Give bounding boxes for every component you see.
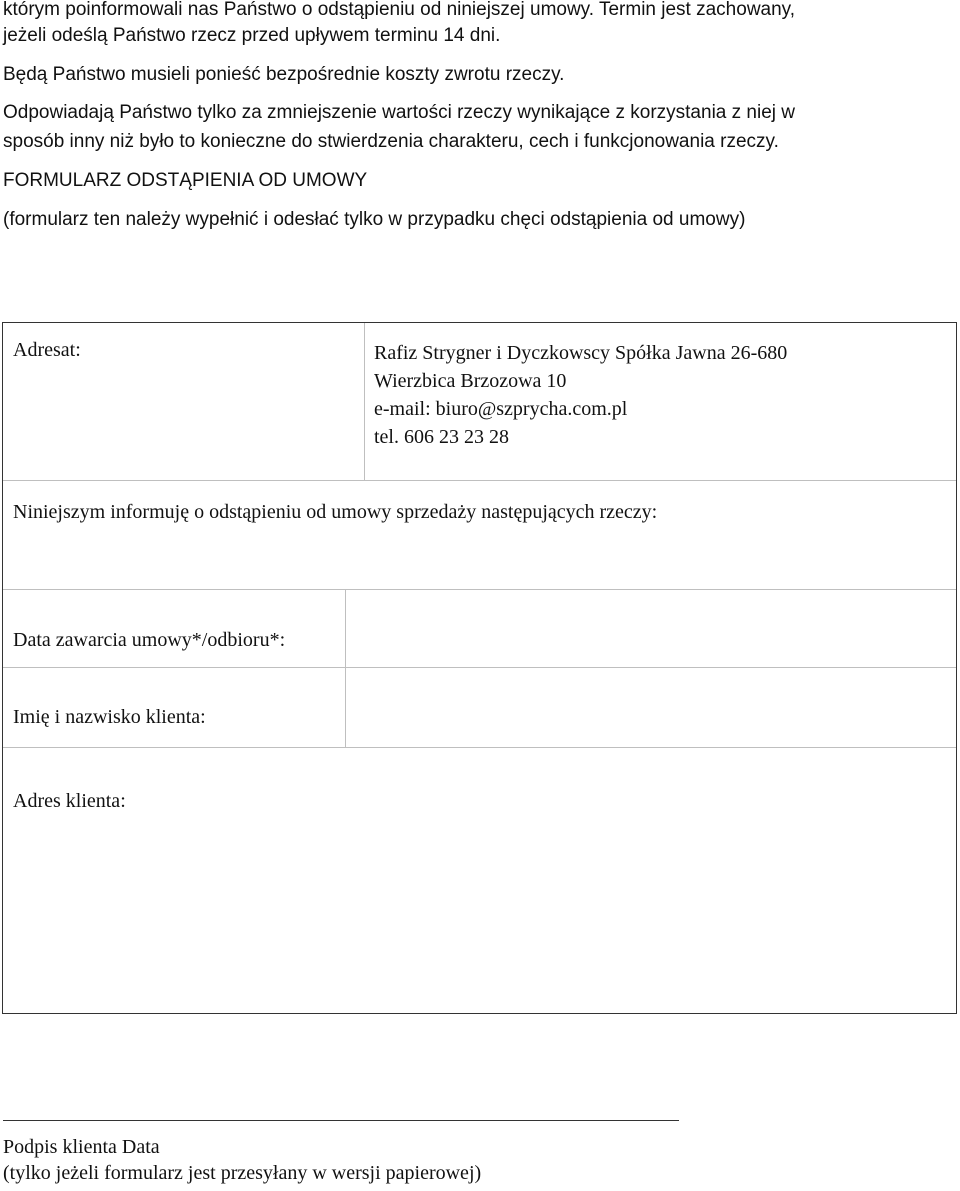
addressee-address: Wierzbica Brzozowa 10	[374, 370, 567, 392]
addressee-company: Rafiz Strygner i Dyczkowscy Spółka Jawna 26-680	[374, 342, 788, 364]
form-title: FORMULARZ ODSTĄPIENIA OD UMOWY	[3, 170, 368, 191]
signature-note: (tylko jeżeli formularz jest przesyłany w wersji papierowej)	[3, 1162, 482, 1184]
intro-line-2: jeżeli odeślą Państwo rzecz przed upływem terminu 14 dni.	[3, 25, 501, 46]
intro-line-5: sposób inny niż było to konieczne do stwierdzenia charakteru, cech i funkcjonowania rzeczy.	[3, 131, 779, 152]
row-divider-1	[3, 480, 956, 481]
addressee-phone: tel. 606 23 23 28	[374, 426, 509, 448]
intro-line-4: Odpowiadają Państwo tylko za zmniejszenie wartości rzeczy wynikające z korzystania z niej w	[3, 102, 795, 123]
label-divider	[345, 589, 346, 747]
addressee-email: e-mail: biuro@szprycha.com.pl	[374, 398, 628, 420]
withdrawal-form-table	[2, 322, 957, 1014]
withdrawal-statement: Niniejszym informuję o odstąpieniu od umowy sprzedaży następujących rzeczy:	[13, 501, 658, 523]
row-divider-3	[3, 667, 956, 668]
form-note: (formularz ten należy wypełnić i odesłać tylko w przypadku chęci odstąpienia od umowy)	[3, 209, 746, 230]
addressee-divider	[364, 323, 365, 480]
signature-label: Podpis klienta Data	[3, 1136, 160, 1158]
intro-line-3: Będą Państwo musieli ponieść bezpośrednie koszty zwrotu rzeczy.	[3, 64, 565, 85]
signature-line	[3, 1120, 679, 1121]
contract-date-label: Data zawarcia umowy*/odbioru*:	[13, 629, 286, 651]
row-divider-4	[3, 747, 956, 748]
addressee-details	[374, 339, 787, 451]
client-name-label: Imię i nazwisko klienta:	[13, 706, 206, 728]
addressee-label: Adresat:	[13, 339, 81, 361]
intro-line-1: którym poinformowali nas Państwo o odstąpieniu od niniejszej umowy. Termin jest zachowany,	[3, 0, 796, 20]
row-divider-2	[3, 589, 956, 590]
client-address-label: Adres klienta:	[13, 790, 126, 812]
